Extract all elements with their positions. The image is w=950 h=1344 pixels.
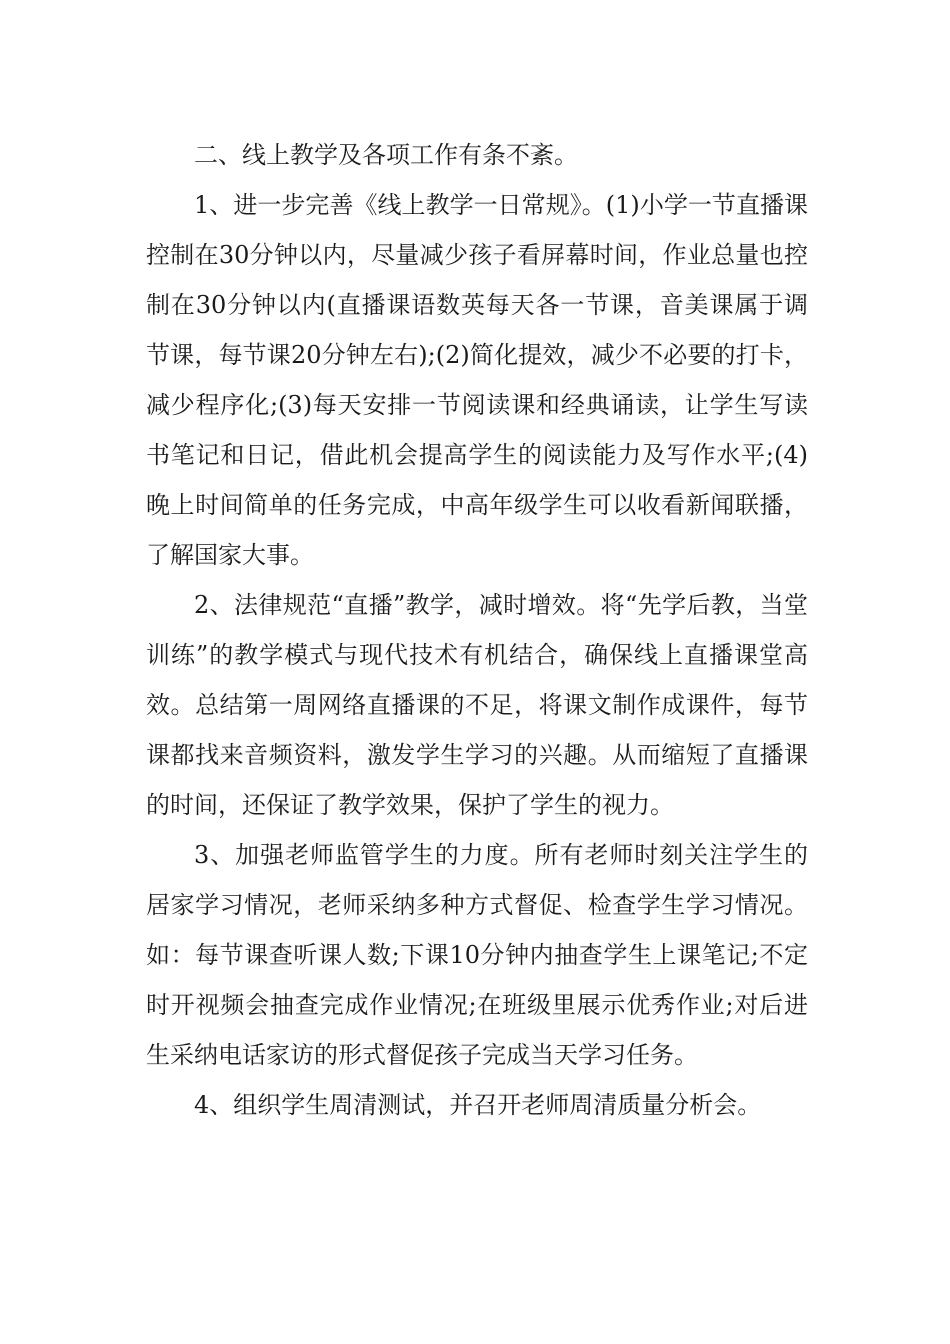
document-body xyxy=(146,130,808,1130)
paragraph-4: 4、组织学生周清测试，并召开老师周清质量分析会。 xyxy=(194,1091,762,1119)
paragraph-3: 3、加强老师监管学生的力度。所有老师时刻关注学生的居家学习情况，老师采纳多种方式督促、检查学生学习情况。如：每节课查听课人数;下课10分钟内抽查学生上课笔记;不定时开视频会抽查完成作业情况;在班级里展示优秀作业;对后进生采纳电话家访的形式督促孩子完成当天学习任务。 xyxy=(146,841,808,1069)
paragraph-1: 1、进一步完善《线上教学一日常规》。(1)小学一节直播课控制在30分钟以内，尽量减少孩子看屏幕时间，作业总量也控制在30分钟以内(直播课语数英每天各一节课，音美课属于调节课，每节课20分钟左右);(2)简化提效，减少不必要的打卡，减少程序化;(3)每天安排一节阅读课和经典诵读，让学生写读书笔记和日记，借此机会提高学生的阅读能力及写作水平;(4)晚上时间简单的任务完成，中高年级学生可以收看新闻联播，了解国家大事。 xyxy=(146,191,808,569)
paragraph-2: 2、法律规范“直播”教学，减时增效。将“先学后教，当堂训练”的教学模式与现代技术有机结合，确保线上直播课堂高效。总结第一周网络直播课的不足，将课文制作成课件，每节课都找来音频资料，激发学生学习的兴趣。从而缩短了直播课的时间，还保证了教学效果，保护了学生的视力。 xyxy=(146,591,808,819)
section-heading: 二、线上教学及各项工作有条不紊。 xyxy=(194,141,578,169)
